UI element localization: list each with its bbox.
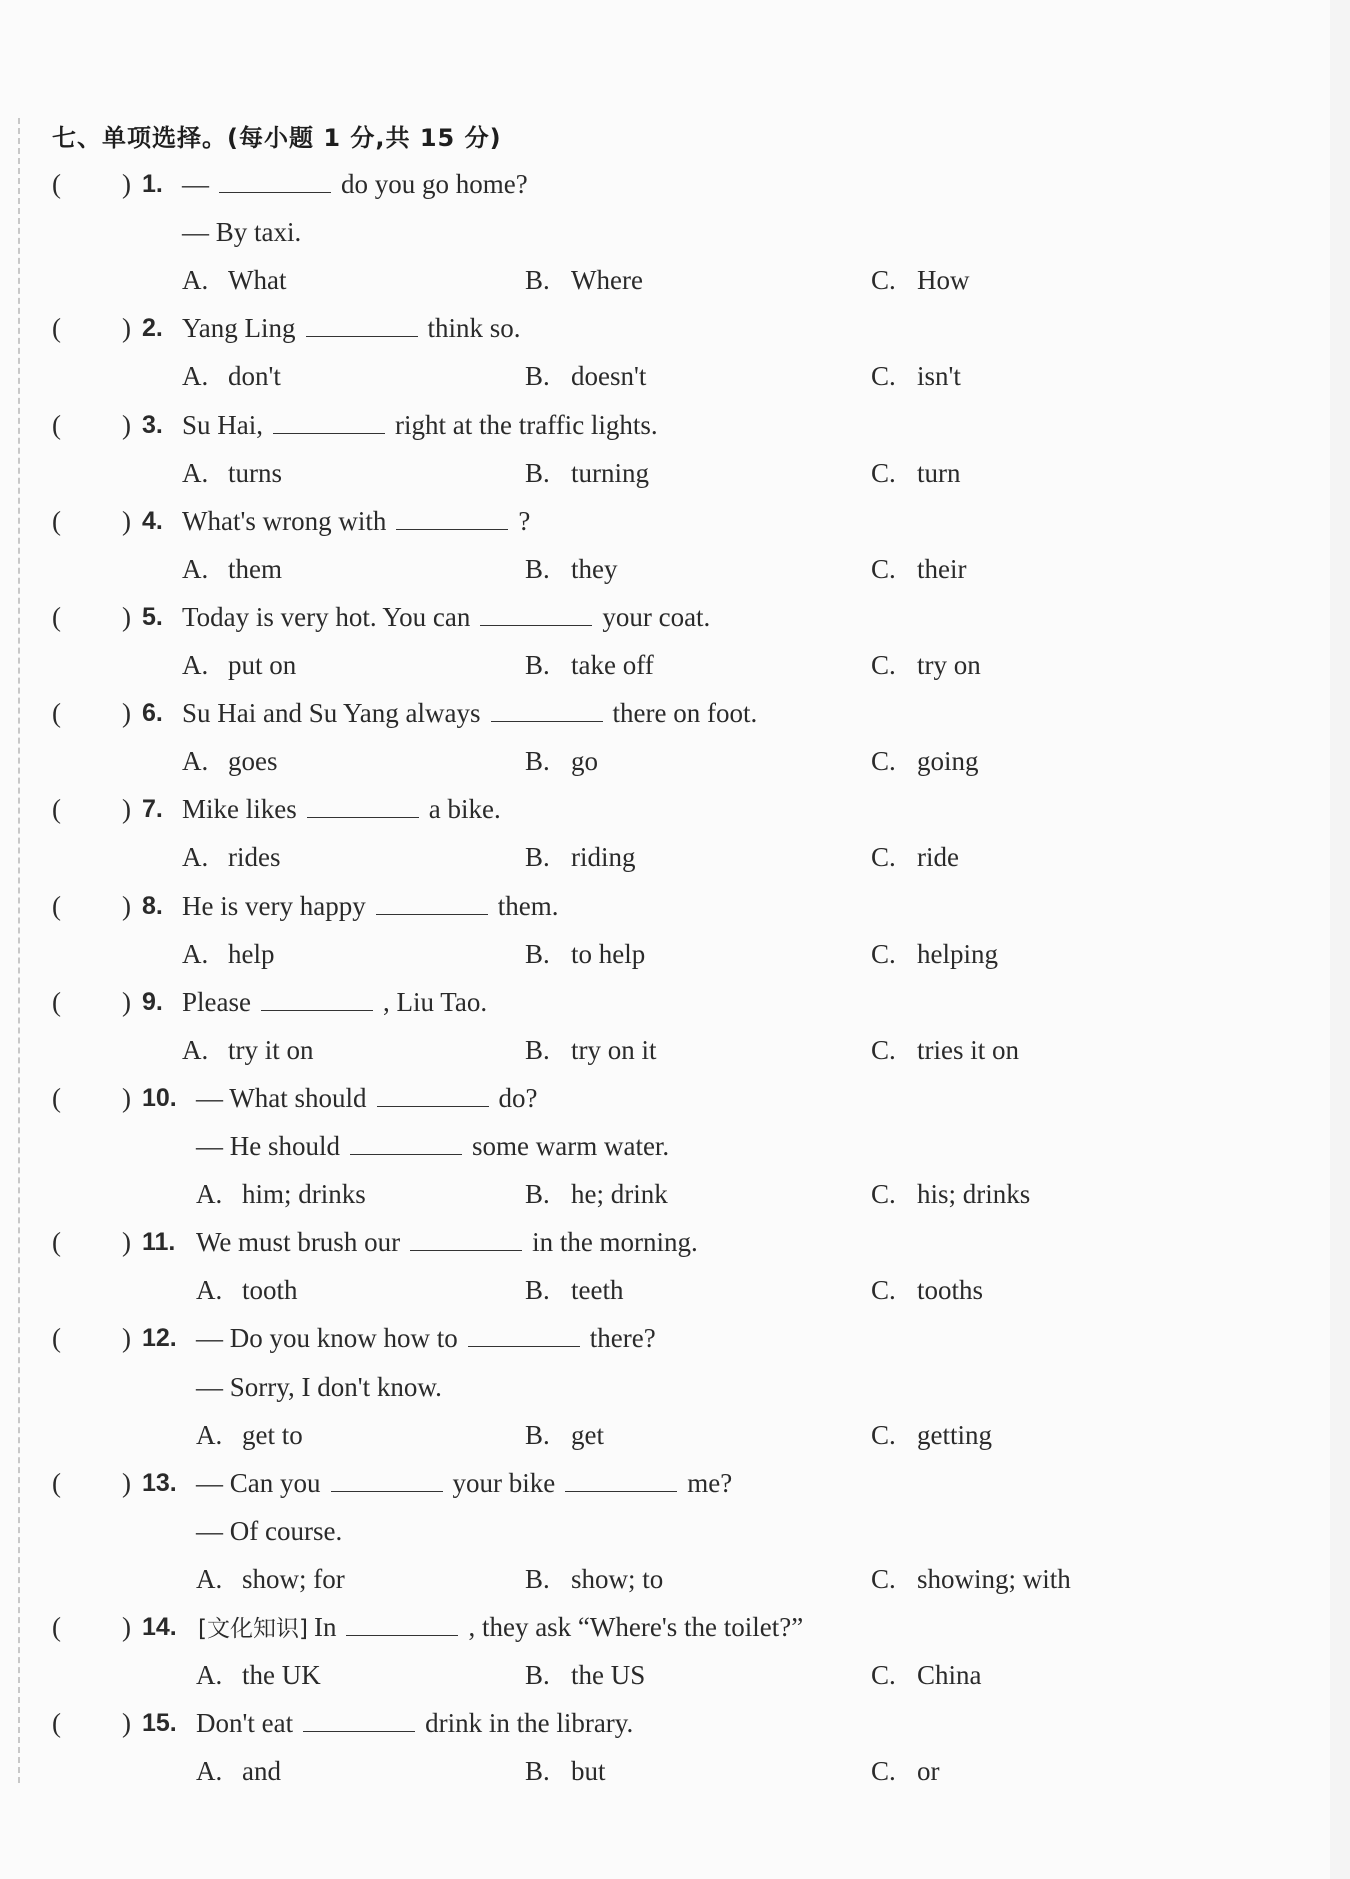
option-text: show; for xyxy=(242,1563,345,1594)
option-text: their xyxy=(917,553,967,584)
answer-blank[interactable] xyxy=(261,982,373,1011)
option-letter: A. xyxy=(196,1563,223,1594)
stem-text: Don't eat xyxy=(196,1708,294,1739)
option-text: he; drink xyxy=(571,1179,668,1210)
option-text: they xyxy=(571,553,618,584)
option-c[interactable] xyxy=(871,934,998,974)
question-stem xyxy=(182,693,757,733)
option-text: What xyxy=(228,265,287,296)
option-text: goes xyxy=(228,746,278,777)
answer-paren-right: ) xyxy=(122,169,131,199)
option-c[interactable] xyxy=(871,260,970,300)
stem-text: — Of course. xyxy=(196,1515,343,1546)
option-c[interactable] xyxy=(871,741,979,781)
stem-text: Su Hai and Su Yang always xyxy=(182,698,481,729)
option-text: try on it xyxy=(571,1034,657,1065)
option-letter: B. xyxy=(525,746,550,777)
option-letter: A. xyxy=(196,1275,223,1306)
option-c[interactable] xyxy=(871,1174,1030,1214)
option-a[interactable] xyxy=(196,1655,321,1695)
question-number: 1. xyxy=(142,170,163,198)
option-text: try on xyxy=(917,650,981,680)
option-c[interactable] xyxy=(871,1655,982,1695)
option-letter: C. xyxy=(871,265,896,296)
stem-text: me? xyxy=(687,1467,733,1498)
option-letter: C. xyxy=(871,650,896,680)
question-stem xyxy=(196,1126,669,1166)
stem-text: some warm water. xyxy=(472,1131,670,1161)
question-number: 9. xyxy=(142,987,163,1016)
option-text: take off xyxy=(571,650,654,680)
option-letter: A. xyxy=(182,938,209,969)
stem-text: in the morning. xyxy=(532,1227,698,1258)
question-number: 5. xyxy=(142,602,163,631)
option-letter: C. xyxy=(871,1660,896,1691)
option-text: tooth xyxy=(242,1275,298,1306)
answer-blank[interactable] xyxy=(346,1607,458,1636)
stem-text: think so. xyxy=(427,313,521,344)
option-letter: B. xyxy=(525,650,550,680)
option-text: turning xyxy=(571,457,649,488)
option-text: his; drinks xyxy=(917,1179,1031,1210)
stem-text: your bike xyxy=(452,1467,556,1498)
answer-paren-left: ( xyxy=(52,698,61,729)
option-b[interactable] xyxy=(525,934,645,974)
option-c[interactable] xyxy=(871,1270,983,1310)
options-row xyxy=(0,260,1300,300)
option-letter: A. xyxy=(196,1756,223,1787)
answer-paren-right: ) xyxy=(122,1323,131,1354)
answer-blank[interactable] xyxy=(376,886,488,915)
option-text: How xyxy=(917,265,970,296)
stem-text: them. xyxy=(497,890,559,921)
option-b[interactable] xyxy=(525,1030,657,1070)
question-stem xyxy=(182,982,487,1022)
answer-blank[interactable] xyxy=(307,789,419,818)
question-number: 3. xyxy=(142,410,163,439)
option-text: to help xyxy=(571,938,646,969)
option-text: help xyxy=(228,938,275,969)
question-row xyxy=(0,1703,1300,1743)
option-a[interactable] xyxy=(182,356,281,396)
option-a[interactable] xyxy=(182,741,278,781)
option-b[interactable] xyxy=(525,741,598,781)
options-row xyxy=(0,549,1300,589)
option-text: going xyxy=(917,746,979,777)
option-letter: A. xyxy=(182,265,209,296)
answer-paren-left: ( xyxy=(52,1227,61,1258)
option-text: get xyxy=(571,1419,604,1450)
question-row xyxy=(0,212,1300,252)
options-row xyxy=(0,1030,1300,1070)
option-b[interactable] xyxy=(525,1174,668,1214)
stem-text: , Liu Tao. xyxy=(382,986,488,1017)
question-number: 7. xyxy=(142,795,163,824)
answer-paren-left: ( xyxy=(52,505,61,536)
answer-paren-left: ( xyxy=(52,601,61,632)
answer-blank[interactable] xyxy=(219,164,331,193)
option-letter: B. xyxy=(525,1034,550,1065)
question-row xyxy=(0,164,1300,204)
option-letter: C. xyxy=(871,1756,896,1787)
option-letter: B. xyxy=(525,265,550,296)
option-c[interactable] xyxy=(871,1751,940,1791)
question-stem xyxy=(196,1222,698,1262)
answer-blank[interactable] xyxy=(350,1126,462,1155)
option-a[interactable] xyxy=(196,1174,366,1214)
stem-text: there on foot. xyxy=(612,698,758,729)
answer-paren-right: ) xyxy=(122,409,131,440)
option-text: but xyxy=(571,1756,606,1787)
option-text: the US xyxy=(571,1660,646,1691)
answer-paren-right: ) xyxy=(122,505,131,536)
question-row xyxy=(0,1511,1300,1551)
option-a[interactable] xyxy=(182,645,296,685)
option-b[interactable] xyxy=(525,549,618,589)
question-stem xyxy=(196,1367,442,1407)
question-row xyxy=(0,1367,1300,1407)
answer-paren-left: ( xyxy=(52,1708,61,1739)
option-c[interactable] xyxy=(871,837,959,877)
stem-text: there? xyxy=(589,1323,656,1354)
option-letter: A. xyxy=(196,1419,223,1450)
option-text: turn xyxy=(917,457,961,488)
option-b[interactable] xyxy=(525,1559,663,1599)
option-a[interactable] xyxy=(196,1270,298,1310)
question-stem xyxy=(182,212,301,252)
option-letter: B. xyxy=(525,553,550,584)
stem-text: do you go home? xyxy=(341,169,528,199)
options-row xyxy=(0,453,1300,493)
option-letter: B. xyxy=(525,1275,550,1306)
option-a[interactable] xyxy=(182,934,275,974)
answer-paren-left: ( xyxy=(52,986,61,1017)
question-number: 12. xyxy=(142,1324,177,1353)
option-text: tooths xyxy=(917,1275,984,1306)
option-text: isn't xyxy=(917,361,961,392)
option-letter: C. xyxy=(871,1034,896,1065)
question-number: 13. xyxy=(142,1468,177,1497)
option-text: teeth xyxy=(571,1275,624,1306)
option-text: them xyxy=(228,553,282,584)
question-row xyxy=(0,1463,1300,1503)
answer-paren-right: ) xyxy=(122,1612,131,1642)
stem-text: — Sorry, I don't know. xyxy=(196,1371,442,1402)
stem-text: Mike likes xyxy=(182,794,297,825)
option-text: helping xyxy=(917,938,998,969)
option-letter: B. xyxy=(525,1660,550,1691)
answer-blank[interactable] xyxy=(480,597,592,626)
option-c[interactable] xyxy=(871,453,961,493)
option-letter: A. xyxy=(182,457,209,488)
question-stem xyxy=(182,597,710,637)
question-stem xyxy=(182,164,528,204)
answer-blank[interactable] xyxy=(565,1463,677,1492)
option-letter: B. xyxy=(525,1419,550,1450)
question-number: 14. xyxy=(142,1613,177,1641)
option-text: turns xyxy=(228,457,282,488)
option-letter: A. xyxy=(182,746,209,777)
option-b[interactable] xyxy=(525,1751,606,1791)
option-letter: B. xyxy=(525,1756,550,1787)
option-a[interactable] xyxy=(182,1030,314,1070)
answer-paren-right: ) xyxy=(122,986,131,1017)
answer-blank[interactable] xyxy=(331,1463,443,1492)
answer-paren-left: ( xyxy=(52,313,61,344)
question-number: 6. xyxy=(142,699,163,728)
option-text: and xyxy=(242,1756,281,1787)
option-a[interactable] xyxy=(196,1415,303,1455)
stem-text: Su Hai, xyxy=(182,409,263,440)
option-letter: C. xyxy=(871,361,896,392)
answer-paren-right: ) xyxy=(122,1227,131,1258)
option-text: get to xyxy=(242,1419,303,1450)
options-row xyxy=(0,837,1300,877)
question-row xyxy=(0,1126,1300,1166)
question-stem xyxy=(182,886,558,926)
question-row xyxy=(0,1078,1300,1118)
question-number: 2. xyxy=(142,314,163,343)
options-row xyxy=(0,934,1300,974)
options-row xyxy=(0,1751,1300,1791)
answer-paren-left: ( xyxy=(52,890,61,921)
question-row xyxy=(0,405,1300,445)
answer-paren-left: ( xyxy=(52,409,61,440)
option-letter: B. xyxy=(525,457,550,488)
answer-blank[interactable] xyxy=(491,693,603,722)
question-row xyxy=(0,597,1300,637)
stem-text: , they ask “Where's the toilet?” xyxy=(468,1612,804,1642)
option-letter: B. xyxy=(525,361,550,392)
stem-text: drink in the library. xyxy=(425,1708,634,1739)
option-a[interactable] xyxy=(182,549,282,589)
answer-paren-right: ) xyxy=(122,1708,131,1739)
option-letter: A. xyxy=(182,361,209,392)
stem-text: He is very happy xyxy=(182,890,366,921)
answer-paren-right: ) xyxy=(122,794,131,825)
option-text: China xyxy=(917,1660,982,1691)
option-letter: A. xyxy=(196,1179,223,1210)
option-c[interactable] xyxy=(871,1559,1071,1599)
topic-tag: [文化知识] xyxy=(198,1616,308,1642)
option-b[interactable] xyxy=(525,645,654,685)
option-text: ride xyxy=(917,842,959,873)
stem-text: — Can you xyxy=(196,1467,321,1498)
stem-text: Yang Ling xyxy=(182,313,296,344)
question-row xyxy=(0,886,1300,926)
answer-blank[interactable] xyxy=(468,1318,580,1347)
option-a[interactable] xyxy=(182,453,282,493)
section-title: 七、单项选择。(每小题 1 分,共 15 分) xyxy=(52,124,502,152)
option-b[interactable] xyxy=(525,1415,604,1455)
option-b[interactable] xyxy=(525,1270,623,1310)
stem-text: Please xyxy=(182,986,251,1017)
stem-text: — xyxy=(182,169,209,199)
answer-paren-left: ( xyxy=(52,794,61,825)
answer-paren-left: ( xyxy=(52,169,61,199)
stem-text: a bike. xyxy=(428,794,501,825)
question-stem xyxy=(196,1078,537,1118)
option-a[interactable] xyxy=(196,1751,281,1791)
stem-text: In xyxy=(313,1612,337,1642)
question-number: 11. xyxy=(142,1228,176,1257)
option-text: tries it on xyxy=(917,1034,1019,1065)
stem-text: ? xyxy=(518,505,531,536)
options-row xyxy=(0,741,1300,781)
option-letter: C. xyxy=(871,1419,896,1450)
option-letter: A. xyxy=(182,842,209,873)
stem-text: — By taxi. xyxy=(182,217,302,248)
option-a[interactable] xyxy=(196,1559,345,1599)
answer-blank[interactable] xyxy=(273,405,385,434)
stem-text: — Do you know how to xyxy=(196,1323,458,1354)
stem-text: do? xyxy=(498,1082,538,1113)
stem-text: right at the traffic lights. xyxy=(395,409,658,440)
question-stem xyxy=(182,789,501,829)
stem-text: — What should xyxy=(196,1082,367,1113)
option-letter: C. xyxy=(871,553,896,584)
option-letter: B. xyxy=(525,1179,550,1210)
answer-blank[interactable] xyxy=(410,1222,522,1251)
answer-paren-right: ) xyxy=(122,698,131,729)
option-b[interactable] xyxy=(525,260,643,300)
option-letter: C. xyxy=(871,1179,896,1210)
question-stem xyxy=(196,1607,803,1649)
options-row xyxy=(0,645,1300,685)
option-c[interactable] xyxy=(871,356,961,396)
option-text: don't xyxy=(228,361,281,392)
answer-paren-left: ( xyxy=(52,1467,61,1498)
option-letter: C. xyxy=(871,746,896,777)
option-letter: C. xyxy=(871,1563,896,1594)
question-row xyxy=(0,1607,1300,1647)
option-letter: A. xyxy=(182,650,209,680)
question-stem xyxy=(182,501,530,541)
question-row xyxy=(0,1318,1300,1358)
option-text: Where xyxy=(571,265,643,296)
option-text: doesn't xyxy=(571,361,647,392)
options-row xyxy=(0,1559,1300,1599)
option-text: him; drinks xyxy=(242,1179,366,1210)
answer-paren-right: ) xyxy=(122,890,131,921)
option-text: or xyxy=(917,1756,940,1787)
answer-paren-left: ( xyxy=(52,1082,61,1113)
answer-blank[interactable] xyxy=(377,1078,489,1107)
answer-paren-right: ) xyxy=(122,601,131,632)
option-text: riding xyxy=(571,842,636,873)
stem-text: Today is very hot. You can xyxy=(182,601,471,632)
option-letter: A. xyxy=(182,553,209,584)
answer-paren-right: ) xyxy=(122,1082,131,1113)
option-b[interactable] xyxy=(525,1655,645,1695)
question-row xyxy=(0,501,1300,541)
option-text: put on xyxy=(228,650,297,680)
option-letter: C. xyxy=(871,938,896,969)
options-row xyxy=(0,1655,1300,1695)
option-c[interactable] xyxy=(871,1415,992,1455)
option-letter: B. xyxy=(525,842,550,873)
option-text: rides xyxy=(228,842,281,873)
option-a[interactable] xyxy=(182,260,286,300)
question-row xyxy=(0,1222,1300,1262)
stem-text: We must brush our xyxy=(196,1227,401,1258)
options-row xyxy=(0,356,1300,396)
question-row xyxy=(0,982,1300,1022)
question-number: 8. xyxy=(142,891,163,920)
answer-blank[interactable] xyxy=(303,1703,415,1732)
question-number: 15. xyxy=(142,1709,177,1738)
option-c[interactable] xyxy=(871,1030,1019,1070)
question-stem xyxy=(196,1463,732,1503)
stem-text: — He should xyxy=(196,1131,340,1161)
options-row xyxy=(0,1270,1300,1310)
stem-text: What's wrong with xyxy=(182,505,387,536)
option-text: showing; with xyxy=(917,1563,1071,1594)
option-letter: B. xyxy=(525,938,550,969)
answer-blank[interactable] xyxy=(396,501,508,530)
question-stem xyxy=(182,405,658,445)
option-letter: A. xyxy=(196,1660,223,1691)
option-b[interactable] xyxy=(525,453,649,493)
answer-paren-right: ) xyxy=(122,1467,131,1498)
question-number: 10. xyxy=(142,1083,177,1112)
option-letter: C. xyxy=(871,1275,896,1306)
option-b[interactable] xyxy=(525,837,636,877)
answer-blank[interactable] xyxy=(306,308,418,337)
question-stem xyxy=(182,308,521,348)
option-text: the UK xyxy=(242,1660,321,1691)
question-stem xyxy=(196,1318,656,1358)
answer-paren-left: ( xyxy=(52,1612,61,1642)
option-c[interactable] xyxy=(871,645,981,685)
question-stem xyxy=(196,1703,633,1743)
option-letter: C. xyxy=(871,457,896,488)
option-text: try it on xyxy=(228,1034,314,1065)
option-letter: B. xyxy=(525,1563,550,1594)
question-stem xyxy=(196,1511,342,1551)
option-a[interactable] xyxy=(182,837,280,877)
answer-paren-right: ) xyxy=(122,313,131,344)
stem-text: your coat. xyxy=(602,601,711,632)
option-text: show; to xyxy=(571,1563,664,1594)
options-row xyxy=(0,1174,1300,1214)
question-row xyxy=(0,789,1300,829)
question-row xyxy=(0,308,1300,348)
question-number: 4. xyxy=(142,506,163,535)
answer-paren-left: ( xyxy=(52,1323,61,1354)
option-c[interactable] xyxy=(871,549,966,589)
option-text: go xyxy=(571,746,598,777)
option-letter: A. xyxy=(182,1034,209,1065)
options-row xyxy=(0,1415,1300,1455)
option-letter: C. xyxy=(871,842,896,873)
question-row xyxy=(0,693,1300,733)
option-text: getting xyxy=(917,1419,992,1450)
option-b[interactable] xyxy=(525,356,646,396)
